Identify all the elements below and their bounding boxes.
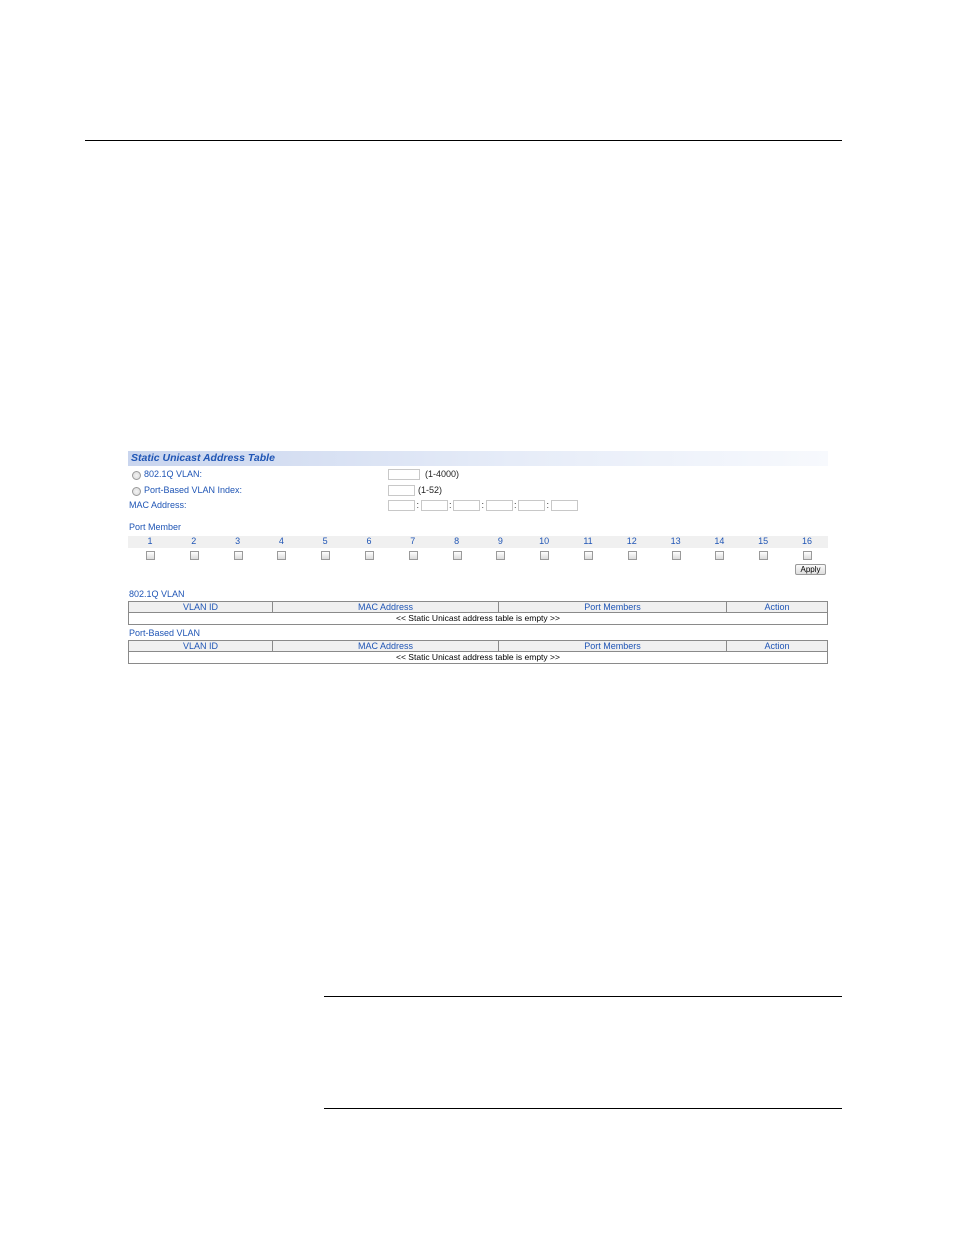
- port-number-10: 10: [539, 536, 550, 546]
- empty-message: << Static Unicast address table is empty >>: [396, 652, 560, 662]
- label-mac-address: MAC Address:: [129, 500, 187, 510]
- column-vlan-id: VLAN ID: [129, 641, 273, 651]
- range-port-based-vlan: (1-52): [418, 485, 443, 495]
- port-number-11: 11: [583, 536, 593, 546]
- port-checkbox-16[interactable]: [803, 551, 812, 560]
- mac-octet-input[interactable]: [421, 500, 448, 511]
- table-header: [129, 641, 827, 652]
- mac-octet-input[interactable]: [518, 500, 545, 511]
- port-number-4: 4: [278, 536, 284, 546]
- port-member-label: Port Member: [129, 522, 182, 532]
- column-action: Action: [764, 641, 790, 651]
- mac-octet-input[interactable]: [486, 500, 513, 511]
- port-number-16: 16: [801, 536, 812, 546]
- label-port-based-vlan: Port-Based VLAN Index:: [144, 485, 243, 495]
- input-8021q-vlan[interactable]: [388, 469, 420, 480]
- port-checkbox-15[interactable]: [759, 551, 768, 560]
- mac-separator: :: [481, 500, 485, 510]
- mac-separator: :: [416, 500, 420, 510]
- table-8021q-vlan: [128, 601, 828, 625]
- mac-octet-input[interactable]: [453, 500, 480, 511]
- header-rule: [85, 140, 842, 141]
- port-checkbox-14[interactable]: [715, 551, 724, 560]
- port-number-9: 9: [497, 536, 503, 546]
- input-port-based-vlan[interactable]: [388, 485, 415, 496]
- port-checkbox-1[interactable]: [146, 551, 155, 560]
- port-number-3: 3: [235, 536, 241, 546]
- port-number-5: 5: [322, 536, 328, 546]
- port-checkbox-8[interactable]: [453, 551, 462, 560]
- row-mac-address: [128, 500, 828, 514]
- port-number-2: 2: [191, 536, 197, 546]
- port-checkbox-13[interactable]: [672, 551, 681, 560]
- column-port-members: Port Members: [499, 602, 727, 612]
- table-header: [129, 602, 827, 613]
- note-bottom-rule: [324, 1108, 842, 1109]
- mac-separator: :: [546, 500, 550, 510]
- radio-8021q-vlan[interactable]: [132, 471, 141, 480]
- port-checkbox-9[interactable]: [496, 551, 505, 560]
- port-checkbox-4[interactable]: [277, 551, 286, 560]
- port-number-15: 15: [758, 536, 769, 546]
- panel-title-bar: [128, 451, 828, 466]
- port-checkbox-5[interactable]: [321, 551, 330, 560]
- column-mac-address: MAC Address: [273, 602, 499, 612]
- panel-title: Static Unicast Address Table: [131, 452, 275, 464]
- port-number-6: 6: [366, 536, 372, 546]
- radio-port-based-vlan[interactable]: [132, 487, 141, 496]
- port-number-1: 1: [147, 536, 153, 546]
- mac-octet-input[interactable]: [388, 500, 415, 511]
- section-label-8021q-vlan: 802.1Q VLAN: [129, 589, 185, 599]
- column-vlan-id: VLAN ID: [129, 602, 273, 612]
- row-port-based-vlan: [128, 485, 828, 499]
- range-8021q-vlan: (1-4000): [425, 469, 460, 479]
- mac-separator: :: [449, 500, 452, 510]
- column-action: Action: [764, 602, 790, 612]
- mac-separator: :: [514, 500, 517, 510]
- table-port-based-vlan: [128, 640, 828, 664]
- section-label-port-based-vlan: Port-Based VLAN: [129, 628, 201, 638]
- label-8021q-vlan: 802.1Q VLAN:: [144, 469, 203, 479]
- port-number-13: 13: [670, 536, 681, 546]
- port-checkbox-10[interactable]: [540, 551, 549, 560]
- apply-button[interactable]: Apply: [795, 564, 826, 575]
- port-number-8: 8: [454, 536, 460, 546]
- column-mac-address: MAC Address: [273, 641, 499, 651]
- mac-octet-input[interactable]: [551, 500, 578, 511]
- port-checkbox-11[interactable]: [584, 551, 593, 560]
- note-top-rule: [324, 996, 842, 997]
- port-checkbox-12[interactable]: [628, 551, 637, 560]
- port-number-12: 12: [626, 536, 637, 546]
- empty-message: << Static Unicast address table is empty >>: [396, 613, 560, 623]
- column-port-members: Port Members: [499, 641, 727, 651]
- port-number-7: 7: [410, 536, 416, 546]
- port-checkbox-3[interactable]: [234, 551, 243, 560]
- port-checkbox-6[interactable]: [365, 551, 374, 560]
- port-checkbox-2[interactable]: [190, 551, 199, 560]
- port-number-row: [128, 536, 828, 548]
- row-8021q-vlan: [128, 469, 828, 483]
- port-checkbox-7[interactable]: [409, 551, 418, 560]
- port-number-14: 14: [714, 536, 725, 546]
